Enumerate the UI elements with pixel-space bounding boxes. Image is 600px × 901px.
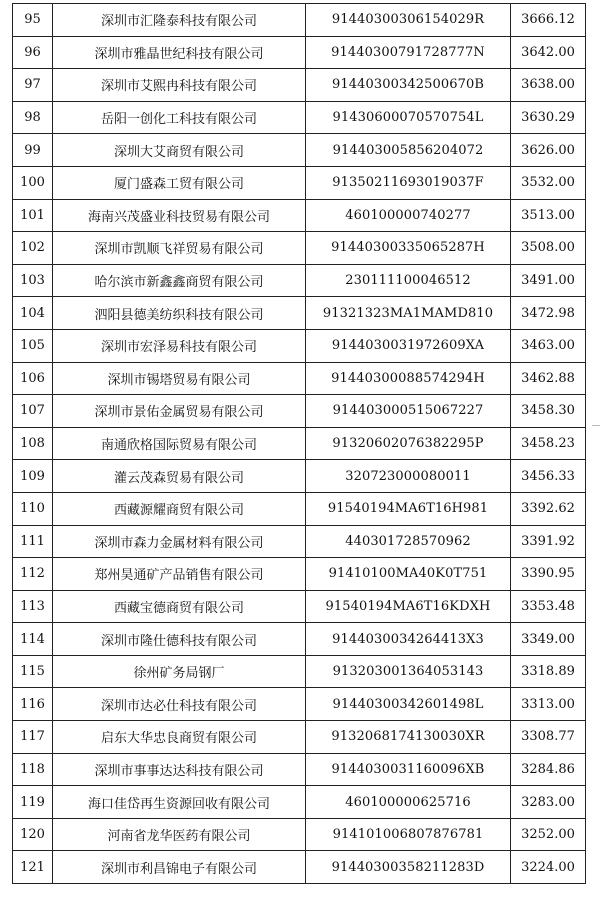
credit-code: 320723000080011 bbox=[306, 460, 511, 493]
credit-code: 913203001364053143 bbox=[306, 655, 511, 688]
company-name: 深圳市凯顺飞祥贸易有限公司 bbox=[53, 232, 306, 265]
row-number: 101 bbox=[13, 199, 53, 232]
table-row bbox=[13, 4, 586, 37]
credit-code: 91440300342601498L bbox=[306, 688, 511, 721]
company-name: 厦门盛森工贸有限公司 bbox=[53, 166, 306, 199]
company-name: 哈尔滨市新鑫鑫商贸有限公司 bbox=[53, 264, 306, 297]
company-name: 灌云茂森贸易有限公司 bbox=[53, 460, 306, 493]
amount-value: 3456.33 bbox=[511, 460, 586, 493]
credit-code: 9144030031972609XA bbox=[306, 329, 511, 362]
credit-code: 460100000740277 bbox=[306, 199, 511, 232]
company-name: 海南兴茂盛业科技贸易有限公司 bbox=[53, 199, 306, 232]
table-row bbox=[13, 166, 586, 199]
table-row bbox=[13, 297, 586, 330]
table-row bbox=[13, 362, 586, 395]
row-number: 119 bbox=[13, 786, 53, 819]
amount-value: 3638.00 bbox=[511, 69, 586, 102]
amount-value: 3252.00 bbox=[511, 818, 586, 851]
amount-value: 3224.00 bbox=[511, 851, 586, 884]
table-row bbox=[13, 460, 586, 493]
table-row bbox=[13, 329, 586, 362]
credit-code: 91350211693019037F bbox=[306, 166, 511, 199]
amount-value: 3284.86 bbox=[511, 753, 586, 786]
amount-value: 3353.48 bbox=[511, 590, 586, 623]
table-row bbox=[13, 36, 586, 69]
table-row bbox=[13, 134, 586, 167]
table-row bbox=[13, 232, 586, 265]
credit-code: 91410100MA40K0T751 bbox=[306, 558, 511, 591]
credit-code: 91540194MA6T16KDXH bbox=[306, 590, 511, 623]
company-name: 徐州矿务局钢厂 bbox=[53, 655, 306, 688]
company-name: 郑州昊通矿产品销售有限公司 bbox=[53, 558, 306, 591]
company-name: 泗阳县德美纺织科技有限公司 bbox=[53, 297, 306, 330]
company-name: 深圳市利昌锦电子有限公司 bbox=[53, 851, 306, 884]
table-row bbox=[13, 851, 586, 884]
table-row bbox=[13, 655, 586, 688]
amount-value: 3308.77 bbox=[511, 721, 586, 754]
table-row bbox=[13, 590, 586, 623]
row-number: 103 bbox=[13, 264, 53, 297]
table-row bbox=[13, 525, 586, 558]
row-number: 117 bbox=[13, 721, 53, 754]
credit-code: 91440300306154029R bbox=[306, 4, 511, 37]
row-number: 115 bbox=[13, 655, 53, 688]
company-name: 河南省龙华医药有限公司 bbox=[53, 818, 306, 851]
credit-code: 230111100046512 bbox=[306, 264, 511, 297]
amount-value: 3283.00 bbox=[511, 786, 586, 819]
row-number: 120 bbox=[13, 818, 53, 851]
row-number: 102 bbox=[13, 232, 53, 265]
amount-value: 3642.00 bbox=[511, 36, 586, 69]
amount-value: 3462.88 bbox=[511, 362, 586, 395]
row-number: 100 bbox=[13, 166, 53, 199]
credit-code: 91320602076382295P bbox=[306, 427, 511, 460]
table-row bbox=[13, 395, 586, 428]
row-number: 118 bbox=[13, 753, 53, 786]
row-number: 113 bbox=[13, 590, 53, 623]
company-name: 深圳市宏泽易科技有限公司 bbox=[53, 329, 306, 362]
amount-value: 3391.92 bbox=[511, 525, 586, 558]
amount-value: 3458.23 bbox=[511, 427, 586, 460]
amount-value: 3390.95 bbox=[511, 558, 586, 591]
credit-code: 91430600070570754L bbox=[306, 101, 511, 134]
credit-code: 440301728570962 bbox=[306, 525, 511, 558]
row-number: 121 bbox=[13, 851, 53, 884]
credit-code: 91440300342500670B bbox=[306, 69, 511, 102]
table-row bbox=[13, 623, 586, 656]
row-number: 114 bbox=[13, 623, 53, 656]
amount-value: 3626.00 bbox=[511, 134, 586, 167]
table-row bbox=[13, 786, 586, 819]
row-number: 97 bbox=[13, 69, 53, 102]
row-number: 104 bbox=[13, 297, 53, 330]
table-body bbox=[13, 4, 586, 884]
row-number: 105 bbox=[13, 329, 53, 362]
edge-mark bbox=[592, 425, 600, 426]
company-name: 岳阳一创化工科技有限公司 bbox=[53, 101, 306, 134]
credit-code: 9132068174130030XR bbox=[306, 721, 511, 754]
credit-code: 914101006807876781 bbox=[306, 818, 511, 851]
table-row bbox=[13, 101, 586, 134]
row-number: 109 bbox=[13, 460, 53, 493]
company-name: 启东大华忠良商贸有限公司 bbox=[53, 721, 306, 754]
row-number: 96 bbox=[13, 36, 53, 69]
company-name: 深圳市隆仕德科技有限公司 bbox=[53, 623, 306, 656]
credit-code: 9144030034264413X3 bbox=[306, 623, 511, 656]
amount-value: 3491.00 bbox=[511, 264, 586, 297]
credit-code: 91440300088574294H bbox=[306, 362, 511, 395]
credit-code: 460100000625716 bbox=[306, 786, 511, 819]
amount-value: 3666.12 bbox=[511, 4, 586, 37]
company-name: 深圳市事事达达科技有限公司 bbox=[53, 753, 306, 786]
credit-code: 91440300335065287H bbox=[306, 232, 511, 265]
credit-code: 91440300358211283D bbox=[306, 851, 511, 884]
row-number: 116 bbox=[13, 688, 53, 721]
amount-value: 3513.00 bbox=[511, 199, 586, 232]
credit-code: 9144030031160096XB bbox=[306, 753, 511, 786]
row-number: 112 bbox=[13, 558, 53, 591]
company-name: 深圳市森力金属材料有限公司 bbox=[53, 525, 306, 558]
company-table bbox=[12, 3, 586, 884]
table-row bbox=[13, 818, 586, 851]
amount-value: 3463.00 bbox=[511, 329, 586, 362]
table-row bbox=[13, 427, 586, 460]
row-number: 95 bbox=[13, 4, 53, 37]
table-row bbox=[13, 69, 586, 102]
credit-code: 91440300791728777N bbox=[306, 36, 511, 69]
amount-value: 3313.00 bbox=[511, 688, 586, 721]
amount-value: 3472.98 bbox=[511, 297, 586, 330]
company-name: 深圳市汇隆泰科技有限公司 bbox=[53, 4, 306, 37]
amount-value: 3508.00 bbox=[511, 232, 586, 265]
amount-value: 3630.29 bbox=[511, 101, 586, 134]
company-name: 海口佳岱再生资源回收有限公司 bbox=[53, 786, 306, 819]
table-row bbox=[13, 558, 586, 591]
company-name: 西藏源耀商贸有限公司 bbox=[53, 492, 306, 525]
company-name: 南通欣格国际贸易有限公司 bbox=[53, 427, 306, 460]
credit-code: 91540194MA6T16H981 bbox=[306, 492, 511, 525]
table-row bbox=[13, 264, 586, 297]
table-row bbox=[13, 753, 586, 786]
company-name: 深圳市达必仕科技有限公司 bbox=[53, 688, 306, 721]
company-name: 深圳市锡塔贸易有限公司 bbox=[53, 362, 306, 395]
credit-code: 91321323MA1MAMD810 bbox=[306, 297, 511, 330]
amount-value: 3458.30 bbox=[511, 395, 586, 428]
amount-value: 3318.89 bbox=[511, 655, 586, 688]
row-number: 98 bbox=[13, 101, 53, 134]
table-row bbox=[13, 492, 586, 525]
row-number: 111 bbox=[13, 525, 53, 558]
row-number: 108 bbox=[13, 427, 53, 460]
company-name: 西藏宝德商贸有限公司 bbox=[53, 590, 306, 623]
row-number: 106 bbox=[13, 362, 53, 395]
company-name: 深圳市景佑金属贸易有限公司 bbox=[53, 395, 306, 428]
table-row bbox=[13, 199, 586, 232]
company-name: 深圳市艾熙冉科技有限公司 bbox=[53, 69, 306, 102]
row-number: 99 bbox=[13, 134, 53, 167]
company-name: 深圳大艾商贸有限公司 bbox=[53, 134, 306, 167]
credit-code: 914403005856204072 bbox=[306, 134, 511, 167]
row-number: 107 bbox=[13, 395, 53, 428]
row-number: 110 bbox=[13, 492, 53, 525]
table-row bbox=[13, 721, 586, 754]
company-name: 深圳市雅晶世纪科技有限公司 bbox=[53, 36, 306, 69]
amount-value: 3392.62 bbox=[511, 492, 586, 525]
credit-code: 914403000515067227 bbox=[306, 395, 511, 428]
amount-value: 3349.00 bbox=[511, 623, 586, 656]
amount-value: 3532.00 bbox=[511, 166, 586, 199]
table-row bbox=[13, 688, 586, 721]
